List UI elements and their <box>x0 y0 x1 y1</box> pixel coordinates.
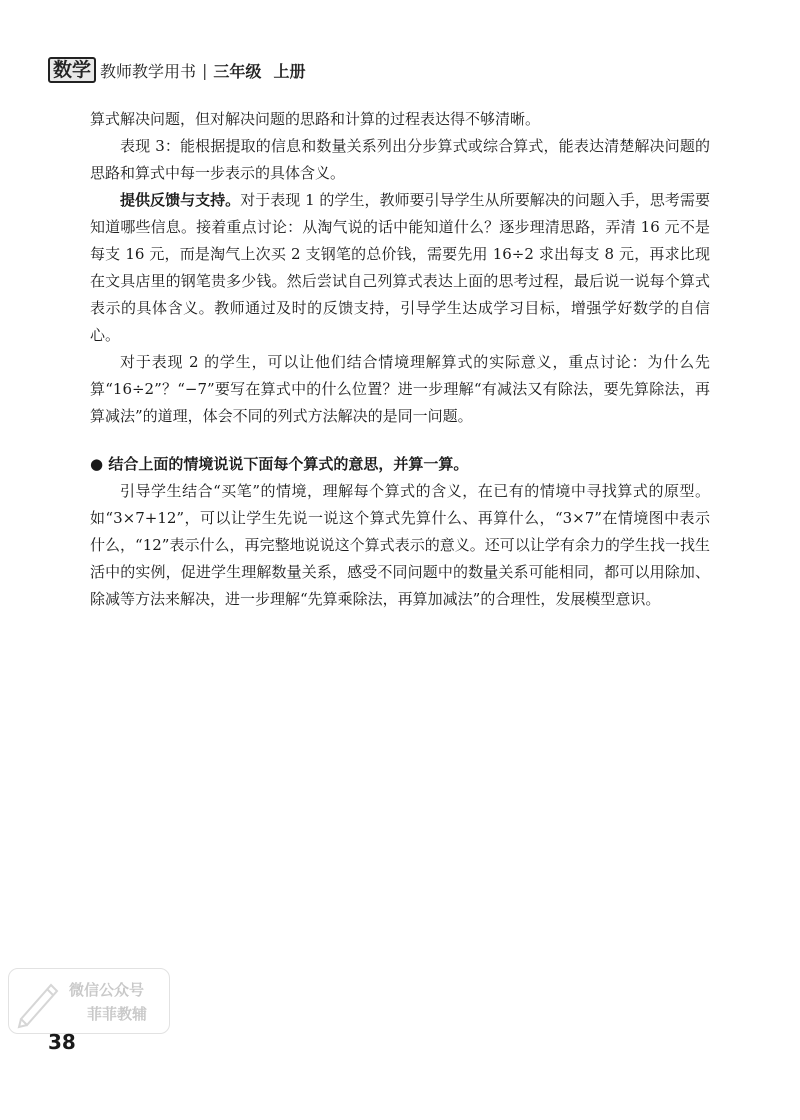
paragraph-4: 对于表现 2 的学生，可以让他们结合情境理解算式的实际意义，重点讨论：为什么先算“16÷2”？“−7”要写在算式中的什么位置？进一步理解“有减法又有除法，要先算除法，再算减法”的道理，体会不同的列式方法解决的是同一问题。 <box>90 353 710 425</box>
body-text <box>90 106 710 613</box>
bullet-heading <box>90 451 710 478</box>
watermark <box>8 968 170 1034</box>
watermark-line-1: 微信公众号 <box>69 981 145 999</box>
paragraph-3 <box>90 187 710 349</box>
subject-logo: 数学 <box>48 57 96 83</box>
feedback-heading: 提供反馈与支持。 <box>120 191 241 209</box>
paragraph-1: 算式解决问题，但对解决问题的思路和计算的过程表达得不够清晰。 <box>90 110 541 128</box>
watermark-line-2: 菲菲教辅 <box>87 1005 148 1023</box>
paragraph-5: 引导学生结合“买笔”的情境，理解每个算式的含义，在已有的情境中寻找算式的原型。如“3×7+12”，可以让学生先说一说这个算式先算什么、再算什么，“3×7”在情境图中表示什么，“12”表示什么，再完整地说说这个算式表示的意义。还可以让学有余力的学生找一找生活中的实例，促进学生理解数量关系，感受不同问题中的数量关系可能相同，都可以用除加、除减等方法来解决，进一步理解“先算乘除法，再算加减法”的合理性，发展模型意识。 <box>90 482 710 608</box>
grade-label: 三年级 <box>213 61 262 81</box>
paragraph-3-text: 对于表现 1 的学生，教师要引导学生从所要解决的问题入手，思考需要知道哪些信息。接着重点讨论：从淘气说的话中能知道什么？逐步理清思路，弄清 16 元不是每支 16 元，而是淘气上次买 2 支钢笔的总价钱，需要先用 16÷2 求出每支 8 元，再求比现在文具店里的钢笔贵多少钱。然后尝试自己列算式表达上面的思考过程，最后说一说每个算式表示的具体含义。教师通过及时的反馈支持，引导学生达成学习目标，增强学好数学的自信心。 <box>90 191 710 344</box>
bullet-icon: ● <box>90 455 104 473</box>
paragraph-2: 表现 3：能根据提取的信息和数量关系列出分步算式或综合算式，能表达清楚解决问题的思路和算式中每一步表示的具体含义。 <box>90 137 710 182</box>
page-number: 38 <box>48 1030 76 1054</box>
pen-icon <box>11 971 71 1031</box>
header-separator: | <box>202 60 208 80</box>
book-title: 教师教学用书 <box>100 61 197 81</box>
bullet-heading-text: 结合上面的情境说说下面每个算式的意思，并算一算。 <box>108 455 469 473</box>
volume-label: 上册 <box>273 61 306 81</box>
running-header <box>48 56 305 84</box>
